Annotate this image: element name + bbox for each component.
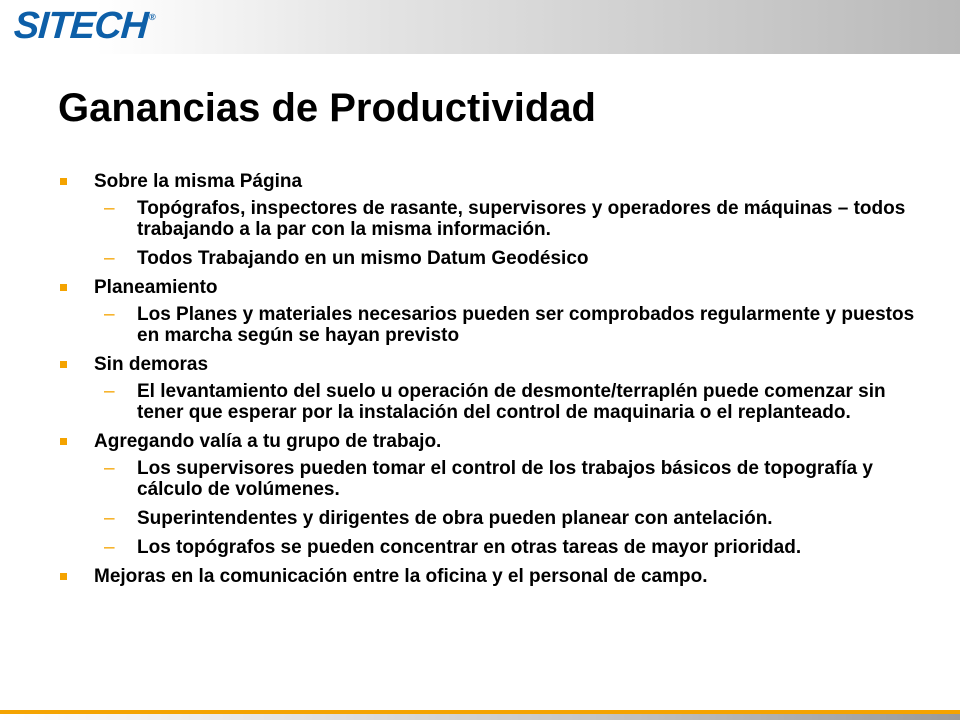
dash-bullet-icon: – (104, 508, 115, 529)
bullet-item: Sobre la misma Página (60, 171, 920, 192)
sub-bullet-item: – El levantamiento del suelo u operación de desmonte/terraplén puede comenzar sin tener que esperar por la instalación del control de maquinaria o el replanteado. (104, 381, 886, 423)
dash-bullet-icon: – (104, 381, 115, 402)
slide-title: Ganancias de Productividad (58, 86, 596, 130)
dash-bullet-icon: – (104, 537, 115, 558)
bullet-item: Agregando valía a tu grupo de trabajo. (60, 431, 920, 452)
sitech-logo: SITECH® (12, 5, 156, 47)
square-bullet-icon (60, 361, 67, 368)
footer-band (0, 714, 960, 720)
dash-bullet-icon: – (104, 198, 115, 219)
square-bullet-icon (60, 573, 67, 580)
square-bullet-icon (60, 178, 67, 185)
dash-bullet-icon: – (104, 304, 115, 325)
bullet-item: Mejoras en la comunicación entre la oficina y el personal de campo. (60, 566, 920, 587)
dash-bullet-icon: – (104, 458, 115, 479)
bullet-item: Planeamiento (60, 277, 920, 298)
sub-bullet-item: – Los topógrafos se pueden concentrar en otras tareas de mayor prioridad. (104, 537, 802, 558)
sub-bullet-item: – Todos Trabajando en un mismo Datum Geodésico (104, 248, 589, 269)
bullet-list (60, 171, 920, 593)
sub-bullet-item: – Superintendentes y dirigentes de obra pueden planear con antelación. (104, 508, 773, 529)
sub-bullet-item: – Los supervisores pueden tomar el control de los trabajos básicos de topografía y cálculo de volúmenes. (104, 458, 873, 500)
square-bullet-icon (60, 438, 67, 445)
square-bullet-icon (60, 284, 67, 291)
sub-bullet-item: – Topógrafos, inspectores de rasante, supervisores y operadores de máquinas – todos trabajando a la par con la misma información. (104, 198, 906, 240)
bullet-item: Sin demoras (60, 354, 920, 375)
dash-bullet-icon: – (104, 248, 115, 269)
sub-bullet-item: – Los Planes y materiales necesarios pueden ser comprobados regularmente y puestos en marcha según se hayan previsto (104, 304, 915, 346)
